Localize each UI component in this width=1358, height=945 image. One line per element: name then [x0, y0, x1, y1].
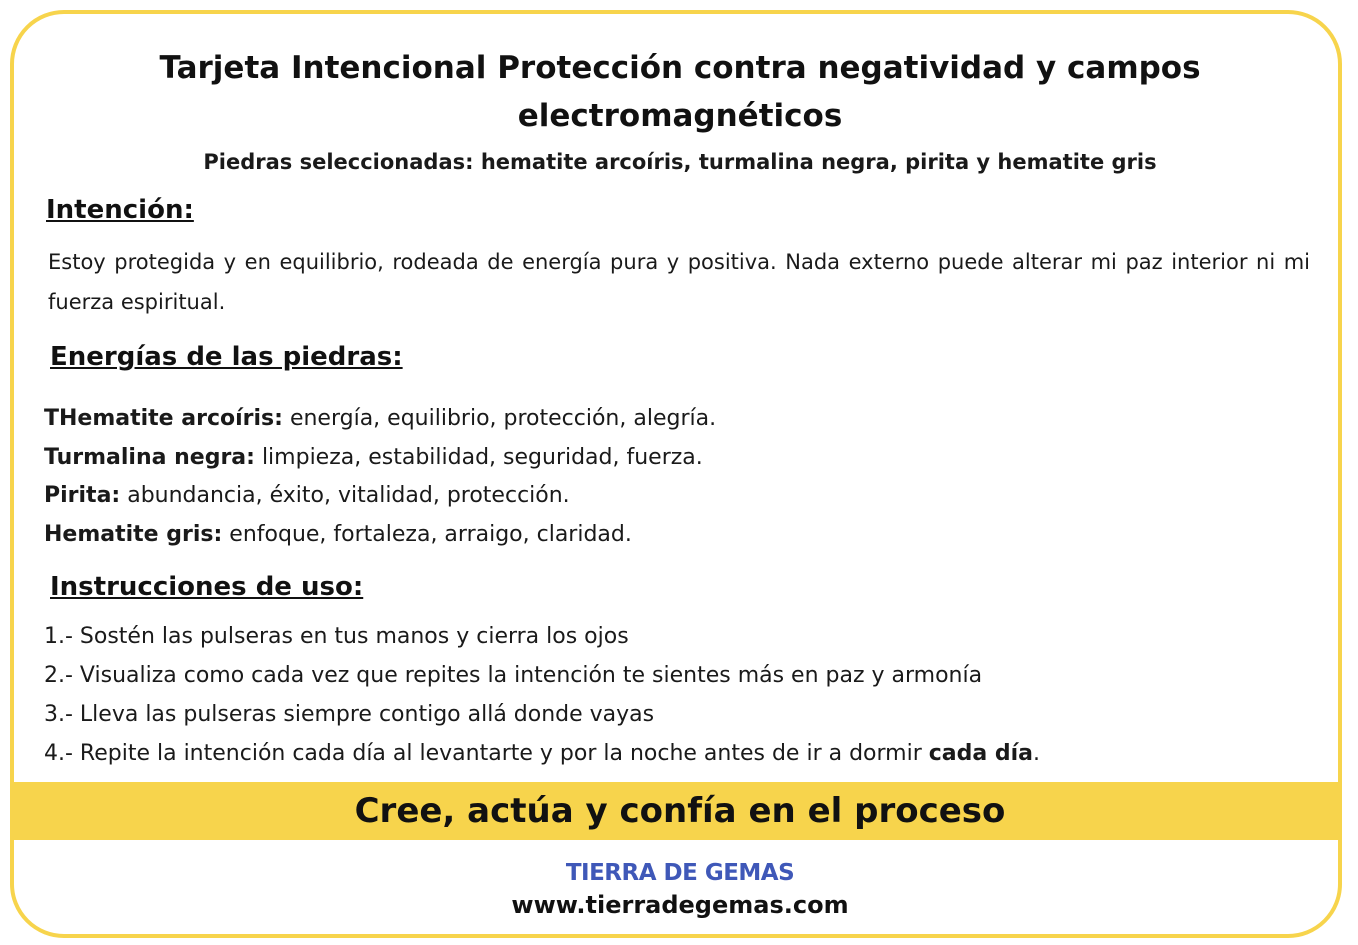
stone-energies: abundancia, éxito, vitalidad, protección.	[120, 483, 570, 508]
intention-heading: Intención:	[46, 195, 194, 225]
energy-item	[44, 439, 1314, 478]
instructions-heading: Instrucciones de uso:	[50, 572, 364, 602]
step-text: 3.- Lleva las pulseras siempre contigo allá donde vayas	[44, 702, 655, 727]
energy-item	[44, 477, 1314, 516]
stone-name: Hematite gris:	[44, 521, 223, 547]
step-text: 2.- Visualiza como cada vez que repites la intención te sientes más en paz y armonía	[44, 663, 983, 688]
motto-banner: Cree, actúa y confía en el proceso	[14, 782, 1342, 840]
stone-name: Turmalina negra:	[44, 444, 255, 470]
energy-item	[44, 516, 1314, 555]
instructions-list	[44, 617, 1314, 773]
stone-name: Pirita:	[44, 483, 121, 508]
stone-energies: enfoque, fortaleza, arraigo, claridad.	[222, 521, 632, 547]
instruction-step	[44, 734, 1314, 773]
intention-card	[10, 10, 1342, 938]
energies-heading: Energías de las piedras:	[50, 342, 403, 372]
step-emphasis: cada día	[928, 741, 1034, 766]
selected-stones: Piedras seleccionadas: hematite arcoíris, turmalina negra, pirita y hematite gris	[203, 150, 1157, 174]
instruction-step	[44, 617, 1314, 656]
energies-list	[44, 400, 1314, 554]
energy-item	[44, 400, 1314, 439]
stone-energies: energía, equilibrio, protección, alegría.	[282, 406, 717, 431]
instruction-step	[44, 656, 1314, 695]
stone-energies: limpieza, estabilidad, seguridad, fuerza.	[254, 444, 703, 470]
step-text: 1.- Sostén las pulseras en tus manos y cierra los ojos	[44, 624, 629, 649]
step-end: .	[1033, 741, 1041, 766]
instruction-step	[44, 695, 1314, 734]
intention-text: Estoy protegida y en equilibrio, rodeada de energía pura y positiva. Nada externo puede alterar mi paz interior ni mi fuerza espiritual.	[48, 250, 1310, 314]
website-url: www.tierradegemas.com	[511, 891, 849, 919]
card-title: Tarjeta Intencional Protección contra negatividad y campos electromagnéticos	[159, 50, 1201, 134]
step-text: 4.- Repite la intención cada día al levantarte y por la noche antes de ir a dormir	[44, 741, 929, 766]
brand-logo: TIERRA DE GEMAS	[565, 860, 795, 886]
stone-name: THematite arcoíris:	[44, 406, 283, 431]
